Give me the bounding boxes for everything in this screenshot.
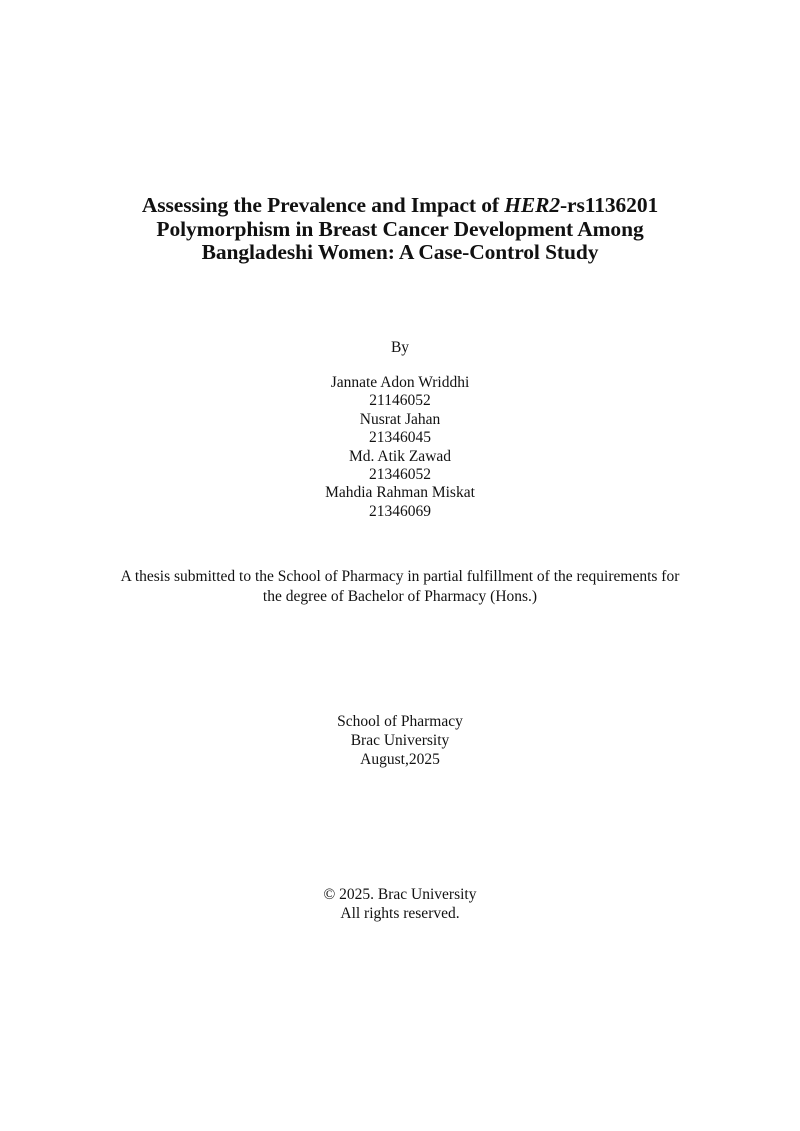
author-id: 21346045 bbox=[369, 429, 431, 447]
statement-line-2: the degree of Bachelor of Pharmacy (Hons.) bbox=[262, 587, 538, 605]
copyright-notice bbox=[0, 886, 800, 924]
author-id: 21346069 bbox=[369, 502, 431, 520]
title-line-1-prefix: Assessing the Prevalence and Impact of bbox=[141, 193, 505, 217]
author-list bbox=[0, 374, 800, 521]
rights-line: All rights reserved. bbox=[340, 904, 460, 922]
author-name: Nusrat Jahan bbox=[359, 410, 441, 428]
submission-date: August,2025 bbox=[360, 750, 440, 768]
university-name: Brac University bbox=[350, 731, 450, 749]
author-name: Md. Atik Zawad bbox=[348, 447, 452, 465]
author-id: 21146052 bbox=[369, 392, 431, 410]
title-gene-name: HER2 bbox=[504, 193, 560, 217]
title-line-1 bbox=[0, 194, 800, 218]
thesis-title bbox=[0, 194, 800, 265]
statement-line-1: A thesis submitted to the School of Pharmacy in partial fulfillment of the requirements for bbox=[120, 568, 680, 585]
author-name: Mahdia Rahman Miskat bbox=[325, 484, 475, 502]
title-line-3: Bangladeshi Women: A Case-Control Study bbox=[201, 240, 599, 264]
copyright-line: © 2025. Brac University bbox=[323, 886, 477, 903]
title-line-2: Polymorphism in Breast Cancer Development Among bbox=[156, 216, 644, 241]
by-label: By bbox=[390, 339, 410, 356]
submission-statement bbox=[0, 567, 800, 606]
institution-block bbox=[0, 713, 800, 769]
title-line-1-suffix: -rs1136201 bbox=[560, 193, 659, 217]
school-name: School of Pharmacy bbox=[337, 713, 463, 730]
author-id: 21346052 bbox=[369, 466, 431, 484]
author-name: Jannate Adon Wriddhi bbox=[330, 374, 470, 391]
